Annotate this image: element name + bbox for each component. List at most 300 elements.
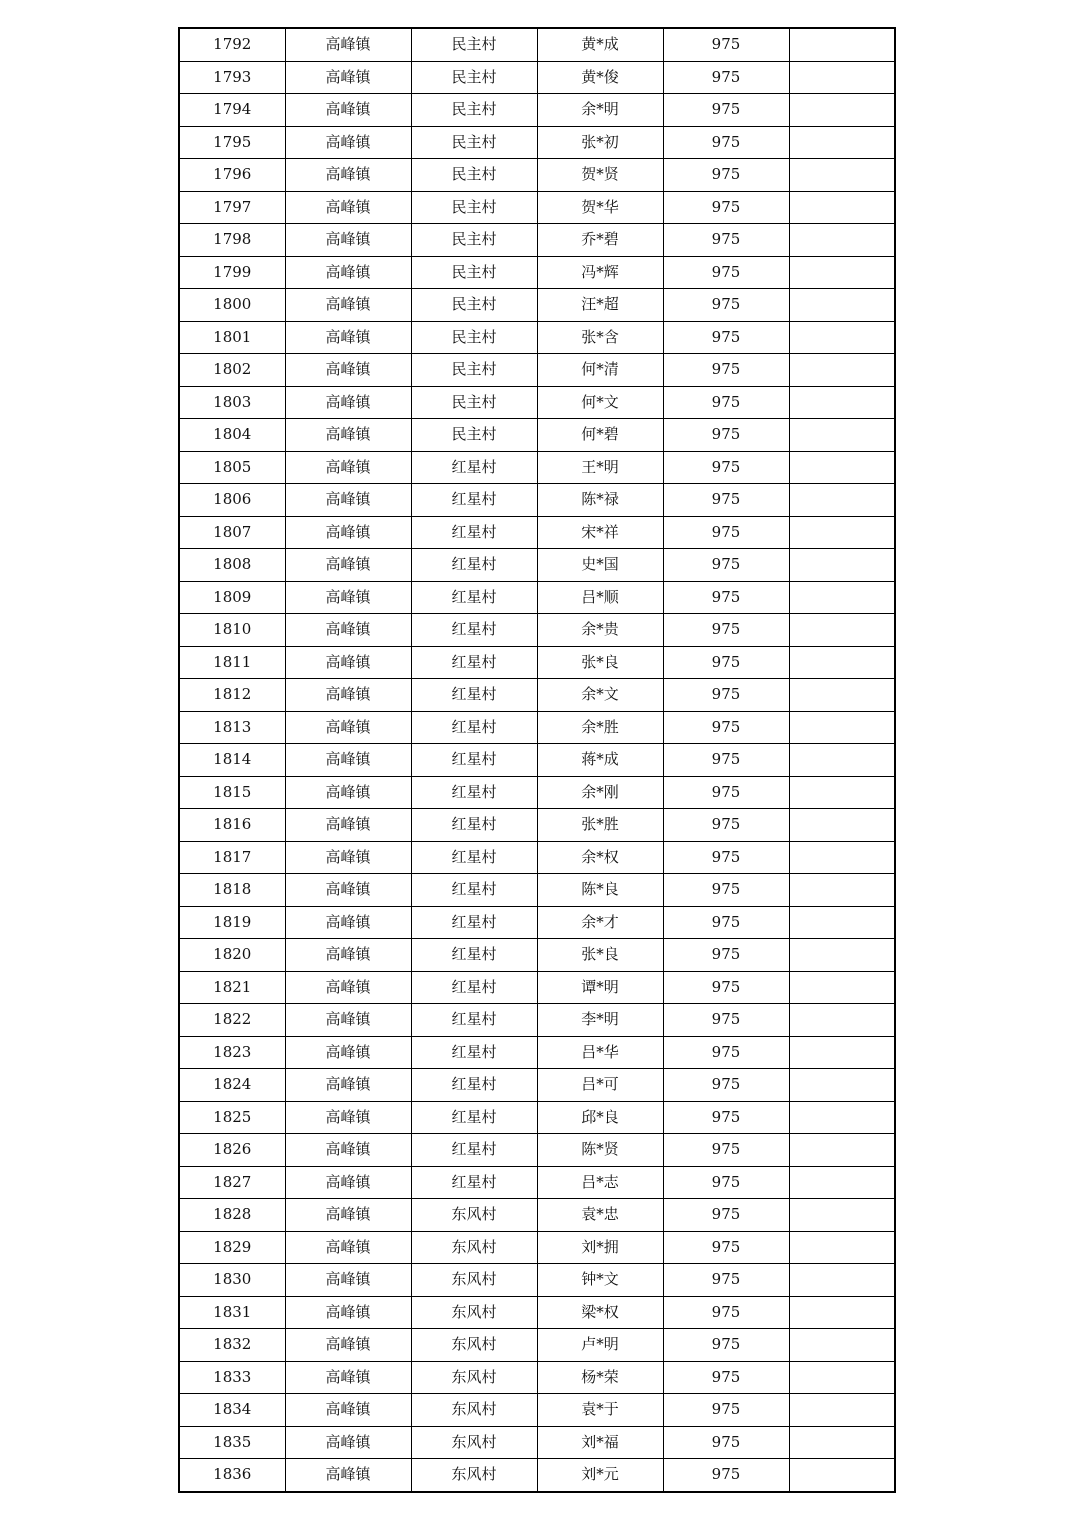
row-number-cell: 1821 [179,971,285,1004]
note-cell [789,711,895,744]
note-cell [789,841,895,874]
village-cell: 东风村 [411,1296,537,1329]
table-row [179,1361,895,1394]
table-row [179,1296,895,1329]
town-cell: 高峰镇 [285,1459,411,1492]
town-cell: 高峰镇 [285,191,411,224]
town-cell: 高峰镇 [285,419,411,452]
amount-cell: 975 [663,1199,789,1232]
village-cell: 红星村 [411,744,537,777]
row-number-cell: 1807 [179,516,285,549]
row-number-cell: 1798 [179,224,285,257]
name-cell: 何*文 [537,386,663,419]
town-cell: 高峰镇 [285,971,411,1004]
name-cell: 贺*华 [537,191,663,224]
table-row [179,971,895,1004]
town-cell: 高峰镇 [285,1101,411,1134]
name-cell: 乔*碧 [537,224,663,257]
table-row [179,1459,895,1492]
row-number-cell: 1810 [179,614,285,647]
name-cell: 余*才 [537,906,663,939]
village-cell: 民主村 [411,289,537,322]
name-cell: 吕*顺 [537,581,663,614]
town-cell: 高峰镇 [285,386,411,419]
row-number-cell: 1831 [179,1296,285,1329]
village-cell: 红星村 [411,1166,537,1199]
amount-cell: 975 [663,159,789,192]
amount-cell: 975 [663,224,789,257]
row-number-cell: 1826 [179,1134,285,1167]
note-cell [789,581,895,614]
amount-cell: 975 [663,549,789,582]
note-cell [789,874,895,907]
row-number-cell: 1819 [179,906,285,939]
name-cell: 张*良 [537,939,663,972]
row-number-cell: 1804 [179,419,285,452]
row-number-cell: 1799 [179,256,285,289]
amount-cell: 975 [663,419,789,452]
name-cell: 余*文 [537,679,663,712]
note-cell [789,906,895,939]
village-cell: 东风村 [411,1199,537,1232]
amount-cell: 975 [663,126,789,159]
amount-cell: 975 [663,1231,789,1264]
town-cell: 高峰镇 [285,224,411,257]
row-number-cell: 1805 [179,451,285,484]
table-row [179,1394,895,1427]
amount-cell: 975 [663,841,789,874]
amount-cell: 975 [663,1134,789,1167]
village-cell: 民主村 [411,191,537,224]
table-row [179,289,895,322]
table-row [179,581,895,614]
town-cell: 高峰镇 [285,1231,411,1264]
name-cell: 陈*良 [537,874,663,907]
table-row [179,126,895,159]
town-cell: 高峰镇 [285,809,411,842]
amount-cell: 975 [663,1101,789,1134]
table-row [179,1101,895,1134]
name-cell: 陈*贤 [537,1134,663,1167]
row-number-cell: 1832 [179,1329,285,1362]
amount-cell: 975 [663,646,789,679]
amount-cell: 975 [663,1426,789,1459]
table-row [179,484,895,517]
town-cell: 高峰镇 [285,1069,411,1102]
note-cell [789,484,895,517]
table-row [179,939,895,972]
table-row [179,776,895,809]
name-cell: 杨*荣 [537,1361,663,1394]
row-number-cell: 1830 [179,1264,285,1297]
amount-cell: 975 [663,451,789,484]
row-number-cell: 1817 [179,841,285,874]
note-cell [789,386,895,419]
village-cell: 东风村 [411,1459,537,1492]
note-cell [789,419,895,452]
village-cell: 红星村 [411,906,537,939]
table-row [179,646,895,679]
village-cell: 红星村 [411,711,537,744]
name-cell: 钟*文 [537,1264,663,1297]
village-cell: 民主村 [411,61,537,94]
name-cell: 汪*超 [537,289,663,322]
town-cell: 高峰镇 [285,679,411,712]
note-cell [789,744,895,777]
amount-cell: 975 [663,776,789,809]
note-cell [789,354,895,387]
town-cell: 高峰镇 [285,1004,411,1037]
village-cell: 红星村 [411,809,537,842]
note-cell [789,1134,895,1167]
row-number-cell: 1815 [179,776,285,809]
town-cell: 高峰镇 [285,61,411,94]
row-number-cell: 1833 [179,1361,285,1394]
amount-cell: 975 [663,809,789,842]
village-cell: 红星村 [411,841,537,874]
table-row [179,386,895,419]
village-cell: 民主村 [411,28,537,61]
village-cell: 民主村 [411,419,537,452]
village-cell: 红星村 [411,581,537,614]
note-cell [789,256,895,289]
amount-cell: 975 [663,1361,789,1394]
village-cell: 东风村 [411,1231,537,1264]
note-cell [789,1264,895,1297]
note-cell [789,1101,895,1134]
note-cell [789,321,895,354]
name-cell: 袁*忠 [537,1199,663,1232]
note-cell [789,126,895,159]
town-cell: 高峰镇 [285,28,411,61]
table-row [179,354,895,387]
note-cell [789,1459,895,1492]
amount-cell: 975 [663,939,789,972]
village-cell: 民主村 [411,126,537,159]
records-table-body [179,28,895,1492]
name-cell: 刘*拥 [537,1231,663,1264]
row-number-cell: 1835 [179,1426,285,1459]
village-cell: 红星村 [411,1101,537,1134]
table-row [179,1004,895,1037]
village-cell: 东风村 [411,1361,537,1394]
table-row [179,159,895,192]
row-number-cell: 1795 [179,126,285,159]
town-cell: 高峰镇 [285,874,411,907]
table-row [179,61,895,94]
row-number-cell: 1802 [179,354,285,387]
amount-cell: 975 [663,581,789,614]
row-number-cell: 1814 [179,744,285,777]
village-cell: 红星村 [411,939,537,972]
name-cell: 吕*华 [537,1036,663,1069]
table-row [179,419,895,452]
town-cell: 高峰镇 [285,1199,411,1232]
row-number-cell: 1834 [179,1394,285,1427]
name-cell: 蒋*成 [537,744,663,777]
town-cell: 高峰镇 [285,516,411,549]
name-cell: 谭*明 [537,971,663,1004]
table-row [179,549,895,582]
name-cell: 卢*明 [537,1329,663,1362]
village-cell: 民主村 [411,321,537,354]
name-cell: 余*权 [537,841,663,874]
table-row [179,94,895,127]
note-cell [789,28,895,61]
amount-cell: 975 [663,484,789,517]
name-cell: 余*明 [537,94,663,127]
row-number-cell: 1812 [179,679,285,712]
town-cell: 高峰镇 [285,711,411,744]
table-row [179,1426,895,1459]
name-cell: 冯*辉 [537,256,663,289]
table-row [179,1329,895,1362]
village-cell: 红星村 [411,874,537,907]
note-cell [789,549,895,582]
row-number-cell: 1793 [179,61,285,94]
village-cell: 红星村 [411,484,537,517]
row-number-cell: 1825 [179,1101,285,1134]
table-row [179,1231,895,1264]
table-row [179,1069,895,1102]
name-cell: 张*良 [537,646,663,679]
village-cell: 东风村 [411,1329,537,1362]
row-number-cell: 1801 [179,321,285,354]
amount-cell: 975 [663,1004,789,1037]
note-cell [789,1394,895,1427]
table-row [179,841,895,874]
town-cell: 高峰镇 [285,321,411,354]
table-row [179,191,895,224]
note-cell [789,1296,895,1329]
amount-cell: 975 [663,191,789,224]
row-number-cell: 1829 [179,1231,285,1264]
town-cell: 高峰镇 [285,1426,411,1459]
village-cell: 红星村 [411,971,537,1004]
name-cell: 余*胜 [537,711,663,744]
row-number-cell: 1836 [179,1459,285,1492]
village-cell: 民主村 [411,94,537,127]
note-cell [789,451,895,484]
name-cell: 张*胜 [537,809,663,842]
table-row [179,1199,895,1232]
name-cell: 宋*祥 [537,516,663,549]
row-number-cell: 1806 [179,484,285,517]
town-cell: 高峰镇 [285,289,411,322]
town-cell: 高峰镇 [285,939,411,972]
table-row [179,28,895,61]
village-cell: 东风村 [411,1426,537,1459]
note-cell [789,289,895,322]
amount-cell: 975 [663,1296,789,1329]
town-cell: 高峰镇 [285,1361,411,1394]
name-cell: 吕*志 [537,1166,663,1199]
amount-cell: 975 [663,386,789,419]
town-cell: 高峰镇 [285,581,411,614]
town-cell: 高峰镇 [285,646,411,679]
note-cell [789,809,895,842]
amount-cell: 975 [663,1069,789,1102]
table-row [179,256,895,289]
table-row [179,451,895,484]
name-cell: 吕*可 [537,1069,663,1102]
town-cell: 高峰镇 [285,1134,411,1167]
town-cell: 高峰镇 [285,906,411,939]
village-cell: 东风村 [411,1394,537,1427]
row-number-cell: 1823 [179,1036,285,1069]
table-row [179,744,895,777]
village-cell: 红星村 [411,451,537,484]
amount-cell: 975 [663,28,789,61]
row-number-cell: 1820 [179,939,285,972]
table-row [179,224,895,257]
note-cell [789,516,895,549]
town-cell: 高峰镇 [285,841,411,874]
note-cell [789,679,895,712]
village-cell: 红星村 [411,646,537,679]
note-cell [789,1329,895,1362]
name-cell: 余*刚 [537,776,663,809]
village-cell: 民主村 [411,224,537,257]
note-cell [789,939,895,972]
row-number-cell: 1797 [179,191,285,224]
row-number-cell: 1818 [179,874,285,907]
row-number-cell: 1816 [179,809,285,842]
village-cell: 红星村 [411,1069,537,1102]
note-cell [789,1036,895,1069]
amount-cell: 975 [663,516,789,549]
note-cell [789,61,895,94]
amount-cell: 975 [663,1036,789,1069]
note-cell [789,1069,895,1102]
table-row [179,679,895,712]
row-number-cell: 1827 [179,1166,285,1199]
town-cell: 高峰镇 [285,484,411,517]
note-cell [789,1361,895,1394]
village-cell: 红星村 [411,549,537,582]
town-cell: 高峰镇 [285,256,411,289]
name-cell: 梁*权 [537,1296,663,1329]
village-cell: 红星村 [411,614,537,647]
table-row [179,874,895,907]
name-cell: 何*碧 [537,419,663,452]
amount-cell: 975 [663,679,789,712]
name-cell: 陈*禄 [537,484,663,517]
table-row [179,516,895,549]
village-cell: 东风村 [411,1264,537,1297]
town-cell: 高峰镇 [285,126,411,159]
note-cell [789,646,895,679]
note-cell [789,191,895,224]
amount-cell: 975 [663,614,789,647]
amount-cell: 975 [663,744,789,777]
row-number-cell: 1828 [179,1199,285,1232]
row-number-cell: 1792 [179,28,285,61]
note-cell [789,1199,895,1232]
note-cell [789,1166,895,1199]
name-cell: 张*含 [537,321,663,354]
amount-cell: 975 [663,971,789,1004]
row-number-cell: 1794 [179,94,285,127]
town-cell: 高峰镇 [285,1394,411,1427]
table-row [179,1036,895,1069]
name-cell: 李*明 [537,1004,663,1037]
amount-cell: 975 [663,289,789,322]
town-cell: 高峰镇 [285,744,411,777]
row-number-cell: 1796 [179,159,285,192]
amount-cell: 975 [663,1329,789,1362]
note-cell [789,1004,895,1037]
town-cell: 高峰镇 [285,1036,411,1069]
amount-cell: 975 [663,61,789,94]
village-cell: 红星村 [411,1134,537,1167]
row-number-cell: 1800 [179,289,285,322]
note-cell [789,1426,895,1459]
note-cell [789,971,895,1004]
row-number-cell: 1813 [179,711,285,744]
amount-cell: 975 [663,711,789,744]
name-cell: 刘*元 [537,1459,663,1492]
town-cell: 高峰镇 [285,1329,411,1362]
village-cell: 红星村 [411,1036,537,1069]
amount-cell: 975 [663,874,789,907]
town-cell: 高峰镇 [285,354,411,387]
table-row [179,809,895,842]
note-cell [789,159,895,192]
note-cell [789,776,895,809]
village-cell: 红星村 [411,1004,537,1037]
village-cell: 红星村 [411,776,537,809]
row-number-cell: 1808 [179,549,285,582]
table-row [179,1264,895,1297]
name-cell: 刘*福 [537,1426,663,1459]
village-cell: 民主村 [411,256,537,289]
table-row [179,614,895,647]
amount-cell: 975 [663,321,789,354]
name-cell: 张*初 [537,126,663,159]
town-cell: 高峰镇 [285,1296,411,1329]
village-cell: 红星村 [411,679,537,712]
town-cell: 高峰镇 [285,776,411,809]
name-cell: 袁*于 [537,1394,663,1427]
table-row [179,1134,895,1167]
records-table [178,27,896,1493]
amount-cell: 975 [663,1394,789,1427]
amount-cell: 975 [663,1166,789,1199]
amount-cell: 975 [663,906,789,939]
town-cell: 高峰镇 [285,94,411,127]
town-cell: 高峰镇 [285,614,411,647]
table-row [179,906,895,939]
name-cell: 贺*贤 [537,159,663,192]
row-number-cell: 1803 [179,386,285,419]
amount-cell: 975 [663,1264,789,1297]
name-cell: 余*贵 [537,614,663,647]
village-cell: 民主村 [411,386,537,419]
town-cell: 高峰镇 [285,159,411,192]
town-cell: 高峰镇 [285,549,411,582]
amount-cell: 975 [663,94,789,127]
note-cell [789,94,895,127]
amount-cell: 975 [663,256,789,289]
row-number-cell: 1822 [179,1004,285,1037]
row-number-cell: 1824 [179,1069,285,1102]
note-cell [789,614,895,647]
name-cell: 史*国 [537,549,663,582]
town-cell: 高峰镇 [285,1166,411,1199]
name-cell: 黄*成 [537,28,663,61]
row-number-cell: 1811 [179,646,285,679]
